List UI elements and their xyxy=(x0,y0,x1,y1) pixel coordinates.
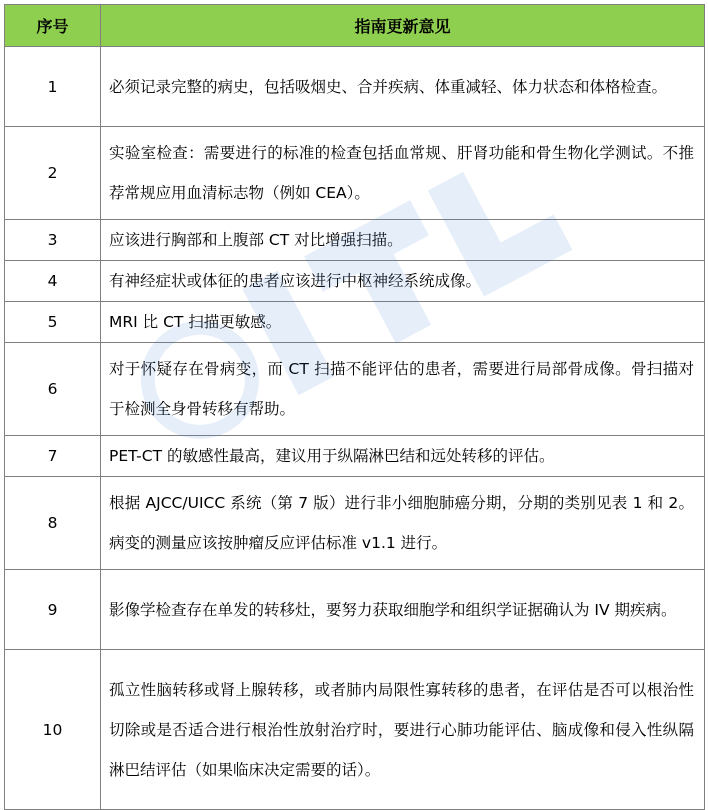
row-number: 9 xyxy=(5,570,101,650)
table-row xyxy=(5,343,705,436)
row-text: MRI 比 CT 扫描更敏感。 xyxy=(101,302,705,343)
table-row xyxy=(5,261,705,302)
header-number: 序号 xyxy=(5,5,101,47)
table-row xyxy=(5,127,705,220)
table-row xyxy=(5,220,705,261)
row-text: 实验室检查：需要进行的标准的检查包括血常规、肝肾功能和骨生物化学测试。不推荐常规应用血清标志物（例如 CEA）。 xyxy=(101,127,705,220)
row-text: 有神经症状或体征的患者应该进行中枢神经系统成像。 xyxy=(101,261,705,302)
table-row xyxy=(5,570,705,650)
row-text: 根据 AJCC/UICC 系统（第 7 版）进行非小细胞肺癌分期，分期的类别见表 1 和 2。病变的测量应该按肿瘤反应评估标准 v1.1 进行。 xyxy=(101,477,705,570)
guideline-table xyxy=(4,4,705,810)
row-number: 5 xyxy=(5,302,101,343)
row-number: 2 xyxy=(5,127,101,220)
table-row xyxy=(5,477,705,570)
row-text: 对于怀疑存在骨病变，而 CT 扫描不能评估的患者，需要进行局部骨成像。骨扫描对于检测全身骨转移有帮助。 xyxy=(101,343,705,436)
row-text: PET-CT 的敏感性最高，建议用于纵隔淋巴结和远处转移的评估。 xyxy=(101,436,705,477)
row-text: 必须记录完整的病史，包括吸烟史、合并疾病、体重减轻、体力状态和体格检查。 xyxy=(101,47,705,127)
row-number: 10 xyxy=(5,650,101,810)
row-number: 4 xyxy=(5,261,101,302)
row-text: 影像学检查存在单发的转移灶，要努力获取细胞学和组织学证据确认为 IV 期疾病。 xyxy=(101,570,705,650)
table-row xyxy=(5,47,705,127)
table-row xyxy=(5,436,705,477)
row-text: 应该进行胸部和上腹部 CT 对比增强扫描。 xyxy=(101,220,705,261)
table-header-row xyxy=(5,5,705,47)
row-number: 3 xyxy=(5,220,101,261)
row-text: 孤立性脑转移或肾上腺转移，或者肺内局限性寡转移的患者，在评估是否可以根治性切除或是否适合进行根治性放射治疗时，要进行心肺功能评估、脑成像和侵入性纵隔淋巴结评估（如果临床决定需要的话）。 xyxy=(101,650,705,810)
header-guideline: 指南更新意见 xyxy=(101,5,705,47)
row-number: 8 xyxy=(5,477,101,570)
row-number: 7 xyxy=(5,436,101,477)
row-number: 6 xyxy=(5,343,101,436)
row-number: 1 xyxy=(5,47,101,127)
table-row xyxy=(5,650,705,810)
table-row xyxy=(5,302,705,343)
